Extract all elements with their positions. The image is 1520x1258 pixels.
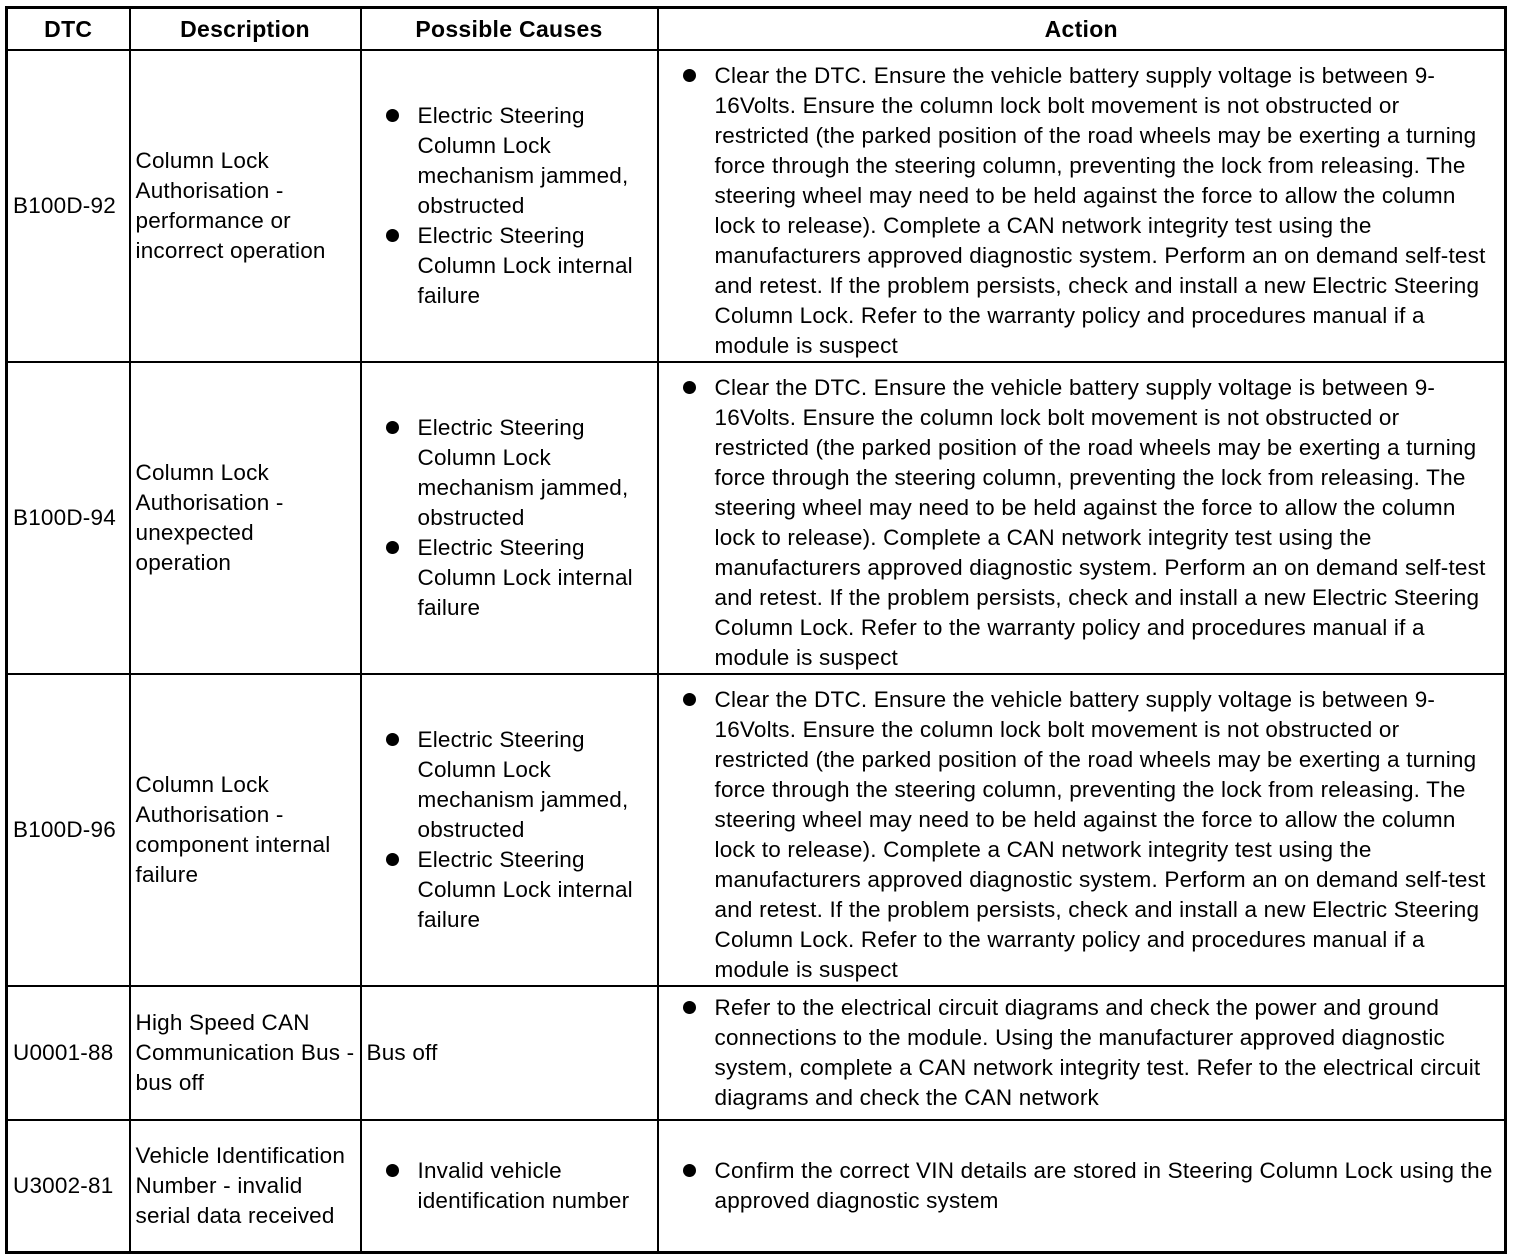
cause-item: Electric Steering Column Lock internal failure [362, 845, 657, 935]
header-action: Action [658, 8, 1506, 51]
action-item: Clear the DTC. Ensure the vehicle battery supply voltage is between 9-16Volts. Ensure the column lock bolt movement is not obstructed or restricted (the parked position of the road wheels may be exerting a turning force through the steering column, preventing the lock from releasing. The steering wheel may need to be held against the force to allow the column lock to release). Complete a CAN network integrity test using the manufacturers approved diagnostic system. Perform an on demand self-test and retest. If the problem persists, check and install a new Electric Steering Column Lock. Refer to the warranty policy and procedures manual if a module is suspect [659, 685, 1505, 985]
dtc-code: B100D-96 [7, 674, 130, 986]
action-item: Clear the DTC. Ensure the vehicle battery supply voltage is between 9-16Volts. Ensure the column lock bolt movement is not obstructed or restricted (the parked position of the road wheels may be exerting a turning force through the steering column, preventing the lock from releasing. The steering wheel may need to be held against the force to allow the column lock to release). Complete a CAN network integrity test using the manufacturers approved diagnostic system. Perform an on demand self-test and retest. If the problem persists, check and install a new Electric Steering Column Lock. Refer to the warranty policy and procedures manual if a module is suspect [659, 61, 1505, 361]
dtc-code: B100D-92 [7, 50, 130, 362]
table-row [7, 674, 1506, 986]
cause-item: Electric Steering Column Lock internal failure [362, 221, 657, 311]
dtc-table [5, 6, 1507, 1254]
header-dtc: DTC [7, 8, 130, 51]
possible-causes [361, 50, 658, 362]
possible-causes [361, 674, 658, 986]
action [658, 674, 1506, 986]
dtc-description: Column Lock Authorisation - component internal failure [130, 674, 361, 986]
table-row [7, 50, 1506, 362]
action [658, 50, 1506, 362]
table-header [7, 8, 1506, 51]
action-item: Confirm the correct VIN details are stored in Steering Column Lock using the approved diagnostic system [659, 1156, 1505, 1216]
cause-item: Electric Steering Column Lock mechanism jammed, obstructed [362, 413, 657, 533]
header-possible-causes: Possible Causes [361, 8, 658, 51]
action-item: Refer to the electrical circuit diagrams and check the power and ground connections to the module. Using the manufacturer approved diagnostic system, complete a CAN network integrity test. Refer to the electrical circuit diagrams and check the CAN network [659, 993, 1505, 1113]
dtc-code: U0001-88 [7, 986, 130, 1120]
action [658, 1120, 1506, 1252]
dtc-description: Vehicle Identification Number - invalid serial data received [130, 1120, 361, 1252]
action-item: Clear the DTC. Ensure the vehicle battery supply voltage is between 9-16Volts. Ensure the column lock bolt movement is not obstructed or restricted (the parked position of the road wheels may be exerting a turning force through the steering column, preventing the lock from releasing. The steering wheel may need to be held against the force to allow the column lock to release). Complete a CAN network integrity test using the manufacturers approved diagnostic system. Perform an on demand self-test and retest. If the problem persists, check and install a new Electric Steering Column Lock. Refer to the warranty policy and procedures manual if a module is suspect [659, 373, 1505, 673]
dtc-description: Column Lock Authorisation - performance or incorrect operation [130, 50, 361, 362]
header-description: Description [130, 8, 361, 51]
possible-causes: Bus off [361, 986, 658, 1120]
dtc-code: U3002-81 [7, 1120, 130, 1252]
possible-causes [361, 1120, 658, 1252]
action [658, 986, 1506, 1120]
dtc-code: B100D-94 [7, 362, 130, 674]
cause-item: Invalid vehicle identification number [362, 1156, 657, 1216]
cause-item: Electric Steering Column Lock mechanism jammed, obstructed [362, 101, 657, 221]
table-row [7, 986, 1506, 1120]
cause-item: Electric Steering Column Lock mechanism jammed, obstructed [362, 725, 657, 845]
table-row [7, 1120, 1506, 1252]
action [658, 362, 1506, 674]
dtc-description: Column Lock Authorisation - unexpected operation [130, 362, 361, 674]
cause-item: Electric Steering Column Lock internal failure [362, 533, 657, 623]
table-row [7, 362, 1506, 674]
dtc-description: High Speed CAN Communication Bus - bus off [130, 986, 361, 1120]
possible-causes [361, 362, 658, 674]
